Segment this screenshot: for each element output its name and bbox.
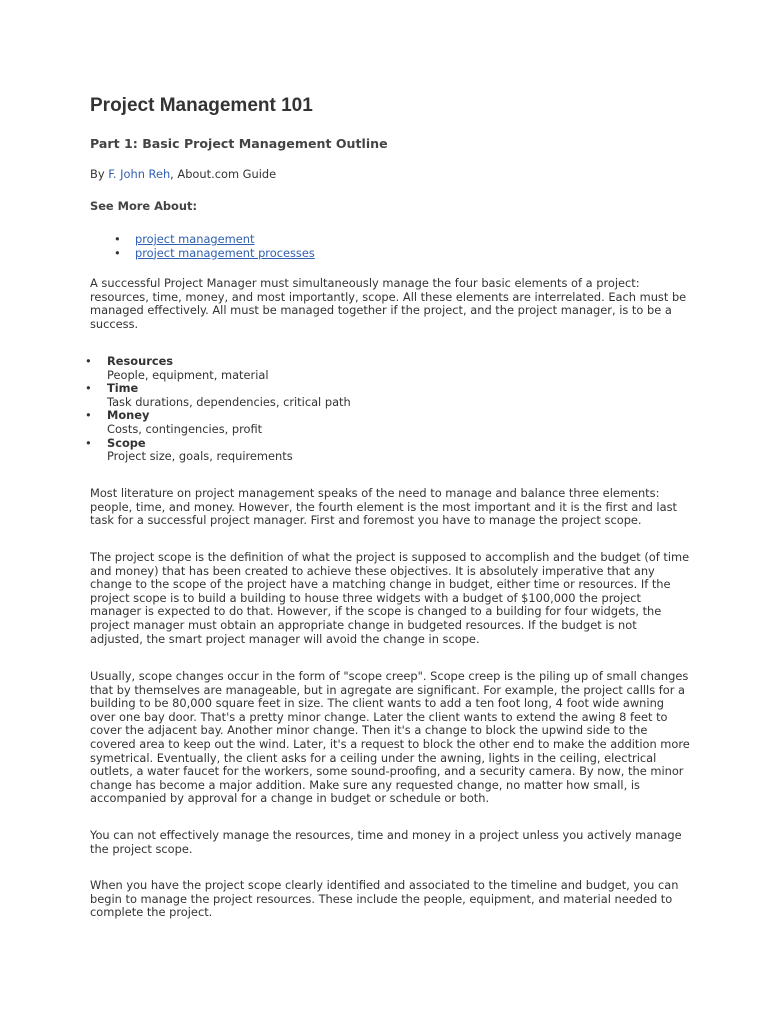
author-link[interactable]: F. John Reh — [108, 167, 171, 181]
element-term: • Resources — [107, 354, 174, 368]
element-description: Project size, goals, requirements — [107, 449, 293, 464]
list-item — [90, 247, 690, 261]
element-term: • Time — [107, 381, 139, 396]
page-subtitle: Part 1: Basic Project Management Outline — [90, 136, 388, 151]
see-more-heading: See More About: — [90, 199, 197, 213]
body-paragraph: Most literature on project management speaks of the need to manage and balance three elements: people, time, and money. However, the fourth element is the most important and it is the first and last task for a successful project manager. First and foremost you have to manage the project scope. — [90, 486, 677, 528]
element-description: People, equipment, material — [107, 367, 269, 382]
element-description: Task durations, dependencies, critical path — [107, 394, 351, 409]
basic-elements-list — [85, 355, 685, 464]
list-item — [85, 437, 685, 464]
related-link-project-management[interactable]: project management — [135, 232, 255, 246]
body-paragraph: You can not effectively manage the resources, time and money in a project unless you actively manage the project scope. — [90, 828, 682, 856]
byline-prefix: By — [90, 167, 109, 181]
body-paragraph: Usually, scope changes occur in the form of "scope creep". Scope creep is the piling up of small changes that by themselves are manageable, but in agregate are significant. For example, the project callls for a building to be 80,000 square feet in size. The client wants to add a ten foot long, 4 foot wide awning over one bay door. That's a pretty minor change. Later the client wants to extend the awing 8 feet to cover the adjacent bay. Another minor change. Then it's a change to block the upwind side to the covered area to keep out the wind. Later, it's a request to block the other end to make the addition more symetrical. Eventually, the client asks for a ceiling under the awning, lights in the ceiling, electrical outlets, a water faucet for the workers, some sound-proofing, and a security camera. By now, the minor change has become a major addition. Make sure any requested change, no matter how small, is accompanied by approval for a change in budget or schedule or both. — [90, 669, 690, 806]
element-term: • Money — [107, 408, 150, 423]
related-link-project-management-processes[interactable]: project management processes — [135, 245, 315, 260]
element-description: Costs, contingencies, profit — [107, 421, 263, 436]
byline-suffix: , About.com Guide — [170, 167, 277, 181]
list-item — [85, 355, 685, 382]
related-links-list — [90, 233, 690, 260]
list-item — [85, 382, 685, 409]
list-item — [85, 409, 685, 436]
list-item — [90, 233, 690, 247]
body-paragraph: The project scope is the definition of what the project is supposed to accomplish and the budget (of time and money) that has been created to achieve these objectives. It is absolutely imperative that any change to the scope of the project have a matching change in budget, either time or resources. If the project scope is to build a building to house three widgets with a budget of $100,000 the project manager is expected to do that. However, if the scope is changed to a building for four widgets, the project manager must obtain an appropriate change in budgeted resources. If the budget is not adjusted, the smart project manager will avoid the change in scope. — [90, 550, 690, 646]
element-term: • Scope — [107, 435, 146, 450]
page-title: Project Management 101 — [90, 95, 313, 116]
byline — [90, 168, 690, 182]
body-paragraph: When you have the project scope clearly identified and associated to the timeline and budget, you can begin to manage the project resources. These include the people, equipment, and material needed to complete the project. — [90, 878, 679, 920]
intro-paragraph: A successful Project Manager must simultaneously manage the four basic elements of a project: resources, time, money, and most importantly, scope. All these elements are interrelated. Each must be managed effectively. All must be managed together if the project, and the project manager, is to be a success. — [90, 276, 687, 331]
